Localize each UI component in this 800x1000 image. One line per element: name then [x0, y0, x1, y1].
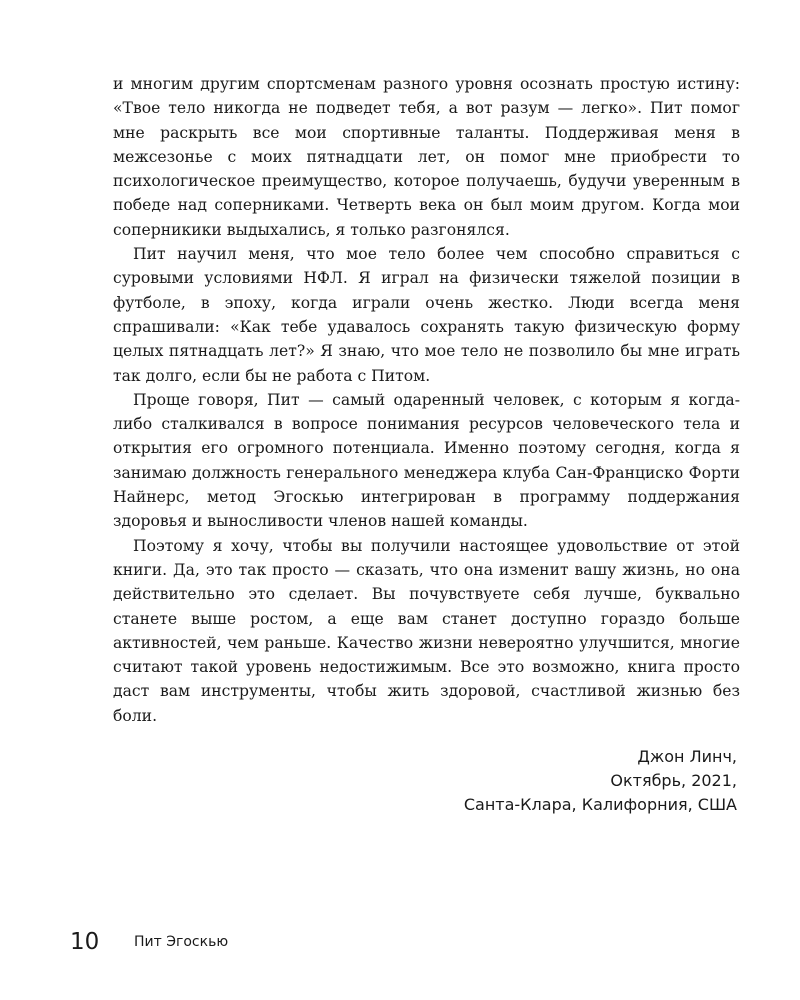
signature-name: Джон Линч, — [637, 747, 737, 766]
page-footer — [70, 924, 470, 960]
signature-block — [317, 745, 737, 817]
paragraph-3: Проще говоря, Пит — самый одаренный человек, с которым я когда-либо сталкивался в вопросе понимания ресурсов человеческого тела и открытия его огромного потенциала. Именно поэтому сегодня, когда я занимаю должность генерального менеджера клуба Сан-Франциско Форти Найнерс, метод Эгоскью интегрирован в программу поддержания здоровья и выносливости членов нашей команды. — [113, 390, 740, 531]
paragraph-1: и многим другим спортсменам разного уровня осознать простую истину: «Твое тело никогда не подведет тебя, а вот разум — легко». Пит помог мне раскрыть все мои спортивные таланты. Поддерживая меня в межсезонье с моих пятнадцати лет, он помог мне приобрести то психологическое преимущество, которое получаешь, будучи уверенным в победе над соперниками. Четверть века он был моим другом. Когда мои соперникики выдыхались, я только разгонялся. — [113, 75, 740, 239]
running-title: Пит Эгоскью — [134, 934, 229, 950]
page-number: 10 — [70, 929, 100, 955]
body-text — [113, 72, 740, 728]
signature-place: Санта-Клара, Калифорния, США — [463, 795, 737, 814]
paragraph-4: Поэтому я хочу, чтобы вы получили настоящее удовольствие от этой книги. Да, это так просто — сказать, что она изменит вашу жизнь, но она действительно это сделает. Вы почувствуете себя лучше, буквально станете выше ростом, а еще вам станет доступно гораздо больше активностей, чем раньше. Качество жизни невероятно улучшится, многие считают такой уровень недостижимым. Все это возможно, книга просто даст вам инструменты, чтобы жить здоровой, счастливой жизнью без боли. — [113, 536, 740, 725]
signature-date: Октябрь, 2021, — [610, 771, 737, 790]
paragraph-2: Пит научил меня, что мое тело более чем способно справиться с суровыми условиями НФЛ. Я играл на физически тяжелой позиции в футболе, в эпоху, когда играли очень жестко. Люди всегда меня спрашивали: «Как тебе удавалось сохранять такую физическую форму целых пятнадцать лет?» Я знаю, что мое тело не позволило бы мне играть так долго, если бы не работа с Питом. — [113, 245, 740, 385]
